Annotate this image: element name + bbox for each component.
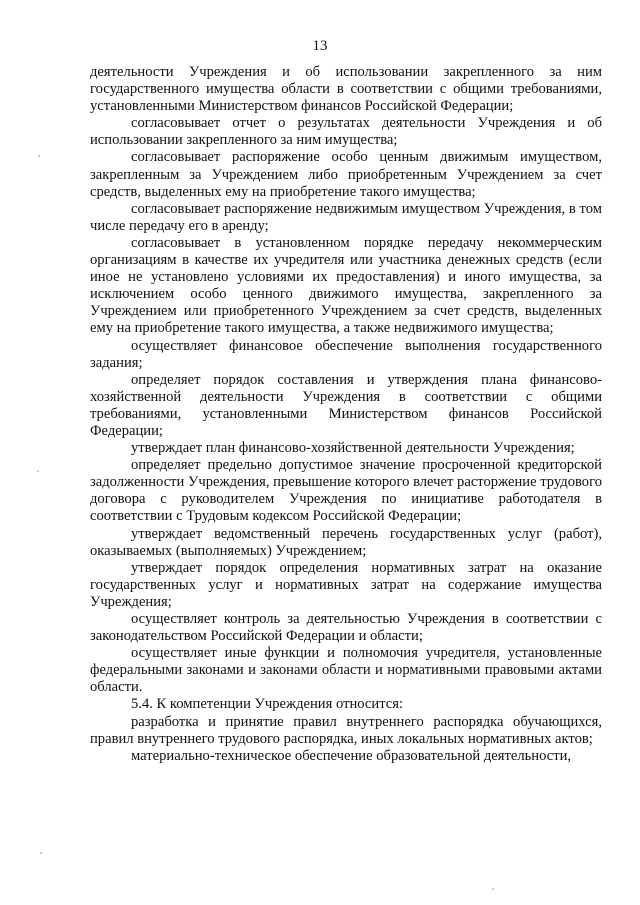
paragraph-6: осуществляет финансовое обеспечение выполнения государственного задания; <box>90 337 602 371</box>
scan-speck <box>38 155 40 157</box>
paragraph-15: разработка и принятие правил внутреннего распорядка обучающихся, правил внутреннего трудового распорядка, иных локальных нормативных актов; <box>90 713 602 747</box>
document-body <box>90 64 602 765</box>
paragraph-11: утверждает порядок определения нормативных затрат на оказание государственных услуг и нормативных затрат на содержание имущества Учреждения; <box>90 559 602 610</box>
paragraph-14-section-heading: 5.4. К компетенции Учреждения относится: <box>131 696 404 713</box>
scan-speck <box>40 852 42 854</box>
paragraph-3: согласовывает распоряжение особо ценным движимым имуществом, закрепленным за Учреждением либо приобретенным Учреждением за счет средств, выделенных ему на приобретение такого имущества; <box>90 149 602 200</box>
paragraph-1: деятельности Учреждения и об использовании закрепленного за ним государственного имущества области в соответствии с общими требованиями, установленными Министерством финансов Российской Федерации; <box>90 64 602 115</box>
paragraph-13: осуществляет иные функции и полномочия учредителя, установленные федеральными законами и законами области и нормативными правовыми актами области. <box>90 645 602 696</box>
paragraph-10: утверждает ведомственный перечень государственных услуг (работ), оказываемых (выполняемых) Учреждением; <box>90 525 602 559</box>
paragraph-8: утверждает план финансово-хозяйственной деятельности Учреждения; <box>131 440 575 457</box>
page-number: 13 <box>312 38 328 54</box>
paragraph-4: согласовывает распоряжение недвижимым имуществом Учреждения, в том числе передачу его в аренду; <box>90 200 602 234</box>
paragraph-7: определяет порядок составления и утверждения плана финансово-хозяйственной деятельности Учреждения в соответствии с общими требованиями, установленными Министерством финансов Российской Федерации; <box>90 371 602 439</box>
paragraph-12: осуществляет контроль за деятельностью Учреждения в соответствии с законодательством Российской Федерации и области; <box>90 611 602 645</box>
paragraph-2: согласовывает отчет о результатах деятельности Учреждения и об использовании закрепленного за ним имущества; <box>90 115 602 149</box>
paragraph-5: согласовывает в установленном порядке передачу некоммерческим организациям в качестве их учредителя или участника денежных средств (если иное не установлено условиями их предоставления) и иного имущества, за исключением особо ценного движимого имущества, закрепленного за Учреждением или приобретенного Учреждением за счет средств, выделенных ему на приобретение такого имущества, а также недвижимого имущества; <box>90 234 602 337</box>
scan-speck <box>37 470 39 472</box>
scan-speck <box>492 888 494 890</box>
paragraph-9: определяет предельно допустимое значение просроченной кредиторской задолженности Учреждения, превышение которого влечет расторжение трудового договора с руководителем Учреждения по инициативе работодателя в соответствии с Трудовым кодексом Российской Федерации; <box>90 457 602 525</box>
paragraph-16: материально-техническое обеспечение образовательной деятельности, <box>131 747 572 764</box>
